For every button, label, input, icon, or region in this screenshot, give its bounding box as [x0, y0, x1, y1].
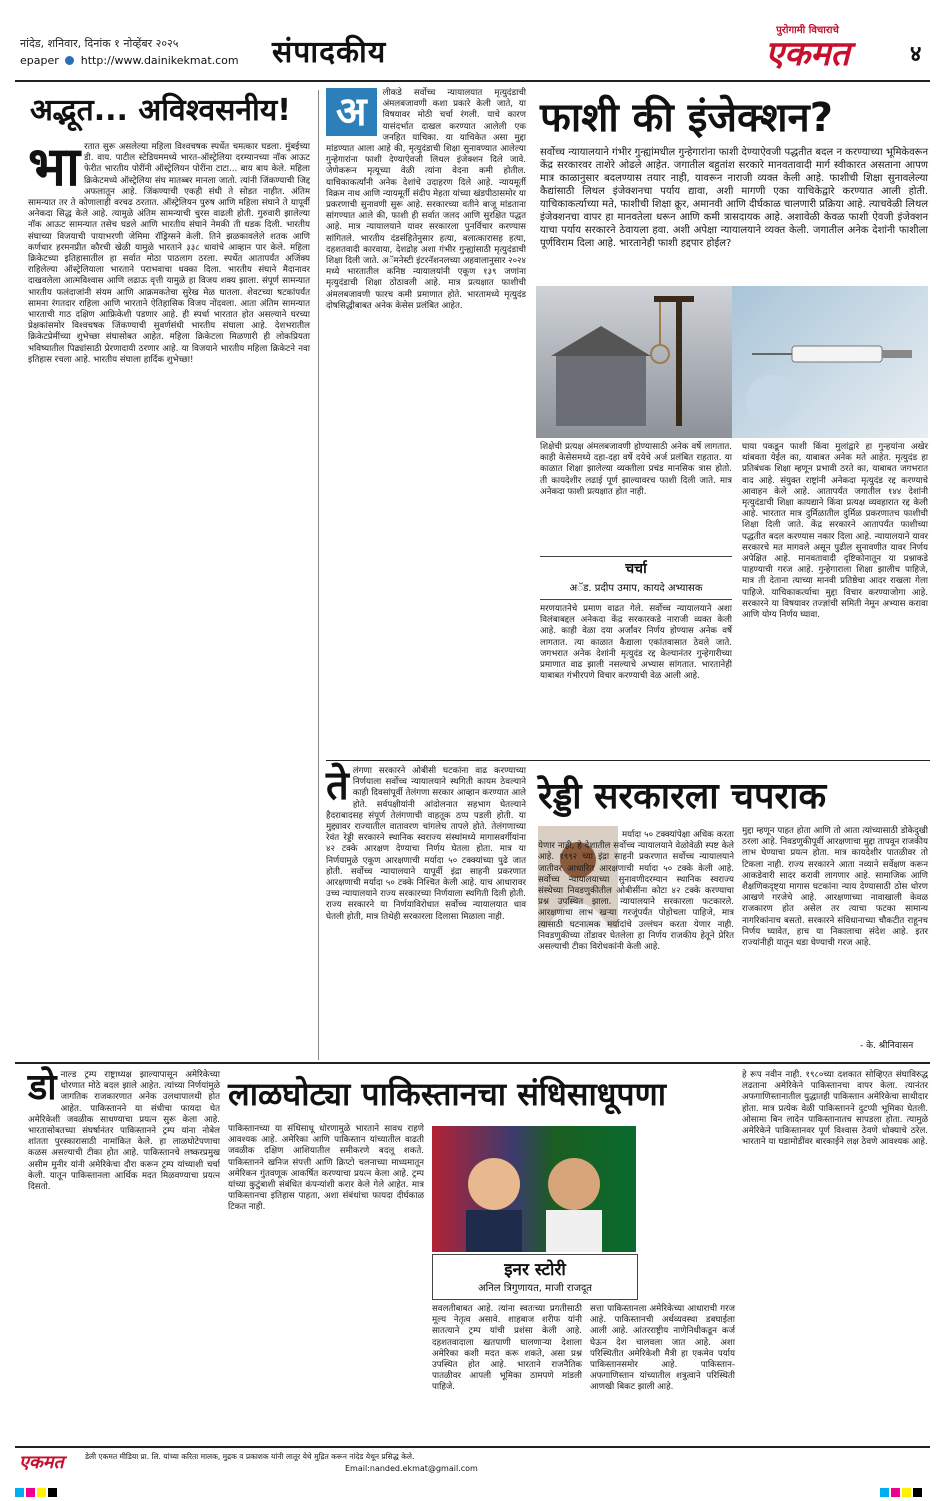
- globe-icon: [65, 56, 74, 65]
- footer-email[interactable]: Email:nanded.ekmat@gmail.com: [345, 1464, 478, 1473]
- byline-label: चर्चा: [625, 561, 647, 577]
- article4-signature: - के. श्रीनिवासन: [860, 1041, 914, 1051]
- article2-dropcap: अ: [326, 88, 377, 136]
- color-bar-right: [880, 1482, 924, 1501]
- page-number: ४: [910, 42, 922, 67]
- article5-headline: लाळघोट्या पाकिस्तानचा संधिसाधूपणा: [228, 1075, 667, 1113]
- rule-mid: [326, 760, 930, 761]
- masthead: [0, 0, 945, 80]
- article5-col3-visible: सवलतीबाबत आहे. त्यांना स्वतःच्या प्रगतीसाठी मूल्य नेतृत्व असावे. शाहबाज शरीफ यांनी सातत्याने ट्रम्प यांची प्रशंसा केली आहे. दहशतवादाला खतपाणी घालणाऱ्या देशाला अमेरिका कशी मदत करू शकते, असा प्रश्न उपस्थित होत आहे. भारताने राजनैतिक पातळीवर आपली भूमिका ठामपणे मांडली पाहिजे.: [432, 1304, 585, 1393]
- section-title: संपादकीय: [272, 35, 387, 70]
- article5-col1-text: नाल्ड ट्रम्प राष्ट्राध्यक्ष झाल्यापासून अमेरिकेच्या धोरणात मोठे बदल झाले आहेत. त्यांच्या निर्णयांमुळे जागतिक राजकारणात अनेक उलथापालथी होत आहेत. पाकिस्तानने या संधीचा फायदा घेत अमेरिकेशी जवळीक साधण्याचा प्रयत्न सुरू केला आहे. भारतासोबतच्या संघर्षानंतर पाकिस्तानने ट्रम्प यांना नोबेल शांतता पुरस्कारासाठी नामांकित केले. हा लाळघोटेपणाचा कळस असल्याची टीका होत आहे. पाकिस्तानचे लष्करप्रमुख असीम मुनीर यांनी अमेरिकेचा दौरा करून ट्रम्प यांच्याशी चर्चा केली. यातून पाकिस्तानला आर्थिक मदत मिळवण्याचा प्रयत्न दिसतो.: [28, 1070, 223, 1193]
- article4-col2: मर्यादा ५० टक्क्यांपेक्षा अधिक करता येणार नाही, हे देशातील सर्वोच्च न्यायालयाने वेळोवेळी स्पष्ट केले आहे. १९९२ च्या इंद्रा साहनी प्रकरणात सर्वोच्च न्यायालयाने जातीवर आधारित आरक्षणाची मर्यादा ५० टक्के केली आहे. सर्वोच्च न्यायालयाच्या सुनावणीदरम्यान स्थानिक स्वराज्य संस्थेच्या निवडणुकीतील ओबीसींना कोटा ४२ टक्के करण्याचा प्रश्न उपस्थित झाला. न्यायालयाने सरकारला फटकारले. आरक्षणाचा लाभ खऱ्या गरजूंपर्यंत पोहोचला पाहिजे, मात्र त्यासाठी घटनात्मक मर्यादांचे उल्लंघन करता येणार नाही. निवडणुकीच्या तोंडावर घेतलेला हा निर्णय राजकीय हेतूने प्रेरित असल्याची टीका विरोधकांनी केली आहे.: [538, 830, 737, 953]
- article1-text: रतात सुरू असलेल्या महिला विश्वचषक स्पर्धेत चमत्कार घडला. मुंबईच्या डी. वाय. पाटील स्टेडियममध्ये भारत-ऑस्ट्रेलिया दरम्यानच्या नॉक आऊट फेरीत भारतीय पोरींनी ऑस्ट्रेलियन पोरींना टाटा... बाय बाय केले. महिला क्रिकेटमध्ये ऑस्ट्रेलिया संघ मातब्बर मानला जातो. त्यांनी जिंकण्याची जिद्द अफलातून आहे. जिंकण्याची एकही संधी ते सोडत नाहीत. अंतिम सामन्यात तर ते कोणालाही वरचढ ठरतात. ऑस्ट्रेलियन पुरुष आणि महिला संघाने ते यापूर्वी अनेकदा सिद्ध केले आहे. त्यामुळे अंतिम सामन्याची चुरस वाढली होती. गुरुवारी झालेल्या नॉक आऊट सामन्यात तसेच घडले आणि भारतीय संघाने नेमकी ती धडक दिली. भारतीय संघाच्या विजयाची पायाभरणी जेमिमा रॉड्रिग्सने केली. तिने झळकावलेले शतक आणि कर्णधार हरमनप्रीत कौरची खेळी यामुळे भारताने ३३८ धावांचे आव्हान पार केले. महिला क्रिकेटच्या इतिहासातील हा सर्वात मोठा पाठलाग ठरला. स्पर्धेत आतापर्यंत अजिंक्य राहिलेल्या ऑस्ट्रेलियाला भारताने पराभवाचा धक्का दिला. भारतीय संघाने मैदानावर दाखवलेला आत्मविश्वास आणि लढाऊ वृत्ती यामुळे हा विजय शक्य झाला. संपूर्ण सामन्यात भारतीय फलंदाजांनी संयम आणि आक्रमकतेचा सुरेख मेळ घातला. शेवटच्या षटकांपर्यंत सामना रंगतदार राहिला आणि भारताने ऐतिहासिक विजय नोंदवला. आता अंतिम सामन्यात भारताची गाठ दक्षिण आफ्रिकेशी पडणार आहे. ही स्पर्धा भारतात होत असल्याने घरच्या प्रेक्षकांसमोर विश्वचषक जिंकण्याची सुवर्णसंधी भारतीय संघाला आहे. देशभरातील क्रिकेटप्रेमींच्या शुभेच्छा संघासोबत आहेत. महिला क्रिकेटला मिळणारी ही लोकप्रियता भविष्यातील पिढ्यांसाठी प्रेरणादायी ठरणार आहे. या विजयाने भारतीय महिला क्रिकेटने नवा इतिहास रचला आहे. भारतीय संघाला हार्दिक शुभेच्छा!: [28, 142, 313, 365]
- article5-col4-visible: सत्ता पाकिस्तानला अमेरिकेच्या आधाराची गरज आहे. पाकिस्तानची अर्थव्यवस्था डबघाईला आली आहे. आंतरराष्ट्रीय नाणेनिधीकडून कर्ज घेऊन देश चालवला जात आहे. अशा परिस्थितीत अमेरिकेशी मैत्री हा एकमेव पर्याय पाकिस्तानसमोर आहे. पाकिस्तान-अफगाणिस्तान यांच्यातील शत्रुत्वाने परिस्थिती आणखी बिकट झाली आहे.: [590, 1304, 738, 1393]
- rule-bottom: [15, 1062, 930, 1064]
- dateline: नांदेड, शनिवार, दिनांक १ नोव्हेंबर २०२५: [20, 37, 179, 50]
- article5-col1: [28, 1067, 223, 1440]
- article4-col1: [326, 763, 529, 1056]
- article3-col1: शिक्षेची प्रत्यक्ष अंमलबजावणी होण्यासाठी अनेक वर्षे लागतात. काही केसेसमध्ये दहा-दहा वर्षे दयेचे अर्ज प्रलंबित राहतात. या काळात शिक्षा झालेल्या व्यक्तीला प्रचंड मानसिक त्रास होतो. ती कायदेशीर लढाई पूर्ण झाल्यावरच फाशी दिली जाते. मात्र अनेकदा फाशी प्रत्यक्षात होत नाही.: [540, 442, 735, 497]
- article4-dropcap: ते: [326, 763, 349, 809]
- article4-headline: रेड्डी सरकारला चपराक: [538, 776, 827, 817]
- article3-headline: फाशी की इंजेक्शन?: [540, 95, 833, 141]
- inner-story-author: अनिल त्रिगुणायत, माजी राजदूत: [477, 1283, 593, 1294]
- epaper-label: epaper: [20, 54, 59, 67]
- inner-story-box: [432, 1254, 638, 1300]
- article5-dropcap: डो: [28, 1067, 57, 1108]
- footer-rule: [15, 1446, 930, 1448]
- article3-col3: मरणयातनेचे प्रमाण वाढत गेले. सर्वोच्च न्यायालयाने अशा विलंबाबद्दल अनेकदा केंद्र सरकारकडे नाराजी व्यक्त केली आहे. काही वेळा दया अर्जांवर निर्णय होण्यास अनेक वर्षे लागतात. त्या काळात कैद्याला एकांतवासात ठेवले जाते. जगभरात अनेक देशांनी मृत्युदंड रद्द केल्यानंतर गुन्हेगारीच्या प्रमाणात वाढ झाली नसल्याचे अभ्यास सांगतात. भारतानेही याबाबत गंभीरपणे विचार करण्याची वेळ आली आहे.: [540, 604, 735, 682]
- article4-col3: मुद्दा म्हणून पाहत होता आणि तो आता त्यांच्यासाठी डोकेदुखी ठरला आहे. निवडणुकीपूर्वी आरक्षणाचा मुद्दा तापवून राजकीय लाभ घेण्याचा प्रयत्न होता. मात्र कायदेशीर पातळीवर तो टिकला नाही. राज्य सरकारने आता नव्याने सर्वेक्षण करून आकडेवारी सादर करावी लागणार आहे. सामाजिक आणि शैक्षणिकदृष्ट्या मागास घटकांना न्याय देण्यासाठी ठोस धोरण आखणे गरजेचे आहे. आरक्षणाच्या नावाखाली केवळ राजकारण होत असेल तर त्याचा फटका सामान्य नागरिकांनाच बसतो. सरकारने संविधानाच्या चौकटीत राहूनच निर्णय घ्यावेत, हाच या निकालाचा संदेश आहे. इतर राज्यांनीही यातून धडा घेण्याची गरज आहे.: [742, 826, 931, 949]
- article4-col1-text: लंगणा सरकारने ओबीसी घटकांना वाढ करण्याच्या निर्णयाला सर्वोच्च न्यायालयाने स्थगिती कायम ठेवल्याने काही दिवसांपूर्वी तेलंगणा सरकार आव्हान करण्यात आले होते. सर्वपक्षीयांनी आंदोलनात सहभाग घेतल्याने हैदराबादसह संपूर्ण तेलंगणाची वाहतूक ठप्प पडली होती. या मुद्द्यावर राज्यातील वातावरण चांगलेच तापले होते. तेलंगणाच्या रेवंत रेड्डी सरकारने स्थानिक स्वराज्य संस्थांमध्ये मागासवर्गीयांना ४२ टक्के आरक्षण देण्याचा निर्णय घेतला होता. मात्र या निर्णयामुळे एकूण आरक्षणाची मर्यादा ५० टक्क्यांच्या पुढे जात होती. सर्वोच्च न्यायालयाने यापूर्वी इंद्रा साहनी प्रकरणात आरक्षणाची मर्यादा ५० टक्के निश्चित केली आहे. याच आधारावर उच्च न्यायालयाने राज्य सरकारच्या निर्णयाला स्थगिती दिली होती. राज्य सरकारने या निर्णयाविरोधात सर्वोच्च न्यायालयात धाव घेतली होती, मात्र तिथेही सरकारला दिलासा मिळाला नाही.: [326, 766, 529, 922]
- article1-headline: अद्भूत... अविश्वसनीय!: [30, 93, 291, 128]
- article2-body: [326, 88, 529, 758]
- byline-author: अॅड. प्रदीप उमाप, कायदे अभ्यासक: [569, 583, 703, 594]
- footer: [15, 1450, 930, 1476]
- injection-photo: [732, 286, 928, 438]
- paper-name: एकमत: [765, 34, 850, 74]
- gallows-icon: [536, 286, 732, 438]
- divider-a1: [318, 90, 319, 1060]
- color-bar-left: [15, 1482, 59, 1501]
- article3-byline-box: [540, 556, 732, 600]
- footer-publisher: डेली एकमत मीडिया प्रा. लि. यांच्या करिता मालक, मुद्रक व प्रकाशक यांनी लातूर येथे मुद्रित करून नांदेड येथून प्रसिद्ध केले.: [85, 1452, 415, 1461]
- article5-col2: पाकिस्तानच्या या संधिसाधू धोरणामुळे भारताने सावध राहणे आवश्यक आहे. अमेरिका आणि पाकिस्तान यांच्यातील वाढती जवळीक दक्षिण आशियातील समीकरणे बदलू शकते. पाकिस्तानने खनिज संपत्ती आणि क्रिप्टो चलनाच्या माध्यमातून अमेरिकन गुंतवणूक आकर्षित करण्याचा प्रयत्न केला आहे. ट्रम्प यांच्या कुटुंबाशी संबंधित कंपन्यांशी करार केले गेले आहेत. मात्र पाकिस्तानचा इतिहास पाहता, अशा संबंधांचा फायदा दीर्घकाळ टिकत नाही.: [228, 1124, 427, 1213]
- masthead-rule: [15, 80, 930, 82]
- court-gallows-photo: [536, 286, 732, 438]
- syringe-icon: [732, 286, 928, 438]
- article2-text: लीकडे सर्वोच्च न्यायालयात मृत्युदंडाची अंमलबजावणी कशा प्रकारे केली जाते, या विषयावर मोठी चर्चा रंगली. याचे कारण यासंदर्भात दाखल करण्यात आलेली एक जनहित याचिका. या याचिकेत असा मुद्दा मांडण्यात आला आहे की, मृत्युदंडाची शिक्षा सुनावण्यात आलेल्या गुन्हेगारांना फाशी देण्याऐवजी लिथल इंजेक्शन दिले जावे. जेणेकरून मृत्यूच्या वेळी त्यांना वेदना कमी होतील. याचिकाकर्त्यांनी अनेक देशांचे उदाहरण दिले आहे. न्यायमूर्ती विक्रम नाथ आणि न्यायमूर्ती संदीप मेहता यांच्या खंडपीठासमोर या प्रकरणाची सुनावणी सुरू आहे. सरकारच्या वतीने बाजू मांडताना सांगण्यात आले की, फाशी ही सर्वात जलद आणि सुरक्षित पद्धत आहे. मात्र न्यायालयाने यावर सरकारला पुनर्विचार करण्यास सांगितले. भारतीय दंडसंहितेनुसार हत्या, बलात्कारासह हत्या, दहशतवादी कारवाया, देशद्रोह अशा गंभीर गुन्ह्यांसाठी मृत्युदंडाची शिक्षा दिली जाते. अॅमनेस्टी इंटरनॅशनलच्या अहवालानुसार २०२४ मध्ये भारतातील कनिष्ठ न्यायालयांनी एकूण १३९ जणांना मृत्युदंडाची शिक्षा ठोठावली आहे. मात्र प्रत्यक्षात फाशीची अंमलबजावणी फारच कमी प्रमाणात होते. भारतामध्ये मृत्युदंड दोषसिद्धीबाबत अनेक केसेस प्रलंबित आहेत.: [326, 88, 529, 311]
- article3-col2: घाया पकडून फाशी किंवा मुलांद्वारे हा गुन्हयांना अखेर थांबवता येईल का, याबाबत अनेक मते आहेत. मृत्युदंड हा प्रतिबंधक शिक्षा म्हणून प्रभावी ठरते का, याबाबत जगभरात वाद आहे. संयुक्त राष्ट्रांनी अनेकदा मृत्युदंड रद्द करण्याचे आवाहन केले आहे. आतापर्यंत जगातील १४४ देशांनी मृत्युदंडाची शिक्षा कायद्याने किंवा प्रत्यक्ष व्यवहारात रद्द केली आहे. भारतात मात्र दुर्मिळातील दुर्मिळ प्रकरणातच फाशीची शिक्षा दिली जाते. केंद्र सरकारने आतापर्यंत फाशीच्या पद्धतीत बदल करण्यास नकार दिला आहे. न्यायालयाने यावर सरकारचे मत मागवले असून पुढील सुनावणीत यावर निर्णय अपेक्षित आहे. मानवतावादी दृष्टिकोनातून या प्रश्नाकडे पाहण्याची गरज आहे. गुन्हेगाराला शिक्षा झालीच पाहिजे, मात्र ती देताना त्याच्या मानवी प्रतिष्ठेचा आदर राखला गेला पाहिजे. याचिकाकर्त्याचा मुद्दा विचार करण्याजोगा आहे. सरकारने या विषयावर तज्ज्ञांची समिती नेमून अभ्यास करावा आणि योग्य निर्णय घ्यावा.: [742, 442, 931, 621]
- footer-brand: एकमत: [19, 1452, 64, 1473]
- article1-dropcap: भा: [28, 135, 80, 198]
- paper-tagline: पुरोगामी विचाराचे: [776, 25, 839, 36]
- article5-col5: हे रूप नवीन नाही. १९८०च्या दशकात सोव्हिएत संघाविरुद्ध लढताना अमेरिकेने पाकिस्तानचा वापर केला. त्यानंतर अफगाणिस्तानातील युद्धातही पाकिस्तान अमेरिकेचा साथीदार होता. मात्र प्रत्येक वेळी पाकिस्तानने दुटप्पी भूमिका घेतली. ओसामा बिन लादेन पाकिस्तानातच सापडला होता. त्यामुळे अमेरिकेने पाकिस्तानवर पूर्ण विश्वास ठेवणे धोक्याचे ठरेल. भारताने या घडामोडींवर बारकाईने लक्ष ठेवणे आवश्यक आहे.: [742, 1070, 931, 1148]
- leaders-photo: [432, 1126, 636, 1252]
- article3-intro: सर्वोच्च न्यायालयाने गंभीर गुन्ह्यांमधील गुन्हेगारांना फाशी देण्याऐवजी पद्धतीत बदल न करण्याच्या भूमिकेवरून केंद्र सरकारवर ताशेरे ओढले आहेत. जगातील बहुतांश सरकारे मानवतावादी मार्ग स्वीकारत असताना आपण मात्र काळानुसार बदलण्यास तयार नाही, यावरून नाराजी व्यक्त केली आहे. फाशीची शिक्षा सुनावलेल्या कैद्यांसाठी लिथल इंजेक्शनचा पर्याय द्यावा, अशी मागणी एका याचिकेद्वारे करण्यात आली होती. याचिकाकर्त्याच्या मते, फाशीची शिक्षा क्रूर, अमानवी आणि दीर्घकाळ चालणारी प्रक्रिया आहे. त्याचवेळी लिथल इंजेक्शनचा वापर हा मानवतेला धरून आणि कमी त्रासदायक आहे. अशावेळी केवळ फाशी ऐवजी इंजेक्शन याचा पर्याय सरकारने ठेवायला हवा. अशी अपेक्षा न्यायालयाने व्यक्त केली. जगातील अनेक देशांनी फाशीला पूर्णविराम दिला आहे. भारतानेही फाशी हद्दपार होईल?: [540, 147, 932, 249]
- inner-story-title: इनर स्टोरी: [504, 1260, 566, 1280]
- epaper-url[interactable]: http://www.dainikekmat.com: [80, 54, 239, 67]
- article1-body: [28, 135, 313, 1062]
- two-leaders-icon: [432, 1126, 636, 1252]
- epaper-line: [20, 54, 239, 67]
- paper-logo: [720, 22, 895, 74]
